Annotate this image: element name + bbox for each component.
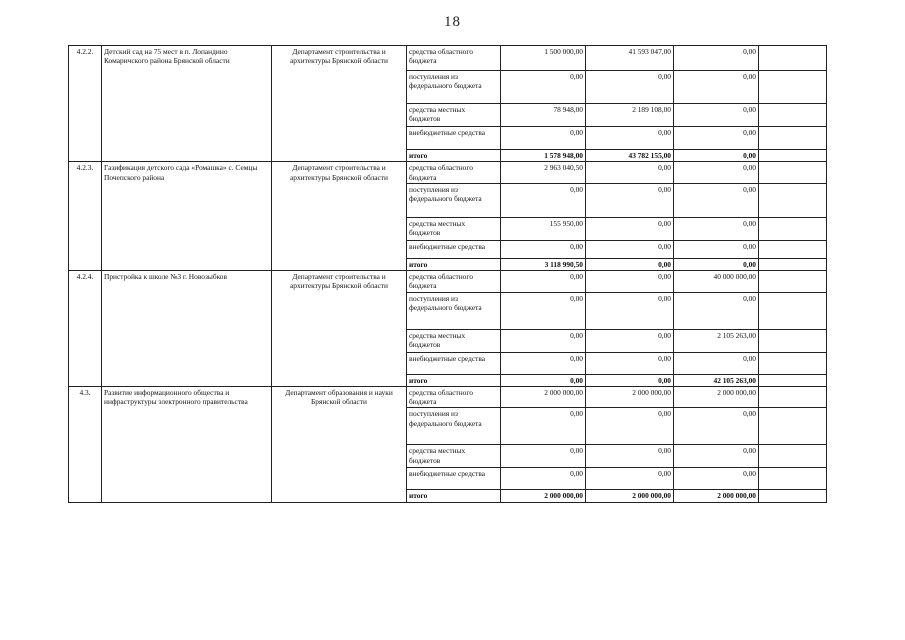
table-row — [69, 46, 827, 71]
amount-cell: 0,00 — [501, 329, 586, 352]
amount-cell: 0,00 — [501, 271, 586, 293]
responsible-department: Департамент строительства и архитектуры Брянской области — [272, 162, 407, 271]
amount-cell: 0,00 — [501, 292, 586, 329]
funding-source: итого — [407, 490, 501, 502]
item-name: Детский сад на 75 мест в п. Лопандино Комаричского района Брянской области — [102, 46, 272, 162]
notes-cell — [759, 46, 827, 71]
item-name: Развитие информационного общества и инфраструктуры электронного правительства — [102, 386, 272, 502]
amount-cell: 0,00 — [674, 46, 759, 71]
amount-cell: 42 105 263,00 — [674, 374, 759, 386]
amount-cell: 0,00 — [674, 408, 759, 445]
amount-cell: 0,00 — [674, 468, 759, 490]
notes-cell — [759, 329, 827, 352]
item-name: Пристройка к школе №3 г. Новозыбков — [102, 271, 272, 387]
amount-cell: 0,00 — [501, 374, 586, 386]
amount-cell: 0,00 — [501, 352, 586, 374]
amount-cell: 0,00 — [586, 271, 674, 293]
amount-cell: 0,00 — [674, 445, 759, 468]
responsible-department: Департамент строительства и архитектуры Брянской области — [272, 46, 407, 162]
funding-source: средства областного бюджета — [407, 271, 501, 293]
amount-cell: 0,00 — [674, 127, 759, 150]
notes-cell — [759, 490, 827, 502]
notes-cell — [759, 374, 827, 386]
notes-cell — [759, 386, 827, 408]
notes-cell — [759, 71, 827, 104]
notes-cell — [759, 104, 827, 127]
amount-cell: 0,00 — [674, 71, 759, 104]
amount-cell: 0,00 — [674, 104, 759, 127]
notes-cell — [759, 240, 827, 258]
table-row — [69, 386, 827, 408]
amount-cell: 0,00 — [501, 127, 586, 150]
amount-cell: 43 782 155,00 — [586, 150, 674, 162]
amount-cell: 2 105 263,00 — [674, 329, 759, 352]
funding-source: итого — [407, 150, 501, 162]
amount-cell: 2 000 000,00 — [674, 386, 759, 408]
funding-source: средства местных бюджетов — [407, 104, 501, 127]
funding-source: поступления из федерального бюджета — [407, 408, 501, 445]
amount-cell: 0,00 — [586, 183, 674, 217]
table-row — [69, 162, 827, 184]
notes-cell — [759, 150, 827, 162]
amount-cell: 0,00 — [674, 292, 759, 329]
amount-cell: 0,00 — [586, 468, 674, 490]
item-index: 4.2.3. — [69, 162, 102, 271]
notes-cell — [759, 271, 827, 293]
amount-cell: 0,00 — [501, 240, 586, 258]
notes-cell — [759, 445, 827, 468]
amount-cell: 0,00 — [674, 352, 759, 374]
notes-cell — [759, 468, 827, 490]
amount-cell: 0,00 — [501, 445, 586, 468]
item-index: 4.2.2. — [69, 46, 102, 162]
amount-cell: 41 593 047,00 — [586, 46, 674, 71]
notes-cell — [759, 408, 827, 445]
responsible-department: Департамент образования и науки Брянской области — [272, 386, 407, 502]
amount-cell: 2 963 040,50 — [501, 162, 586, 184]
funding-source: средства областного бюджета — [407, 46, 501, 71]
funding-source: средства областного бюджета — [407, 162, 501, 184]
amount-cell: 2 000 000,00 — [586, 386, 674, 408]
page-number: 18 — [444, 14, 461, 30]
amount-cell: 2 000 000,00 — [674, 490, 759, 502]
funding-source: средства областного бюджета — [407, 386, 501, 408]
amount-cell: 3 118 990,50 — [501, 258, 586, 270]
amount-cell: 78 948,00 — [501, 104, 586, 127]
amount-cell: 1 578 948,00 — [501, 150, 586, 162]
amount-cell: 0,00 — [501, 71, 586, 104]
amount-cell: 0,00 — [501, 408, 586, 445]
notes-cell — [759, 183, 827, 217]
table-row — [69, 271, 827, 293]
amount-cell: 0,00 — [586, 127, 674, 150]
funding-source: внебюджетные средства — [407, 240, 501, 258]
item-name: Газификация детского сада «Ромашка» с. Семцы Почепского района — [102, 162, 272, 271]
item-index: 4.2.4. — [69, 271, 102, 387]
amount-cell: 2 189 108,00 — [586, 104, 674, 127]
amount-cell: 0,00 — [586, 240, 674, 258]
amount-cell: 2 000 000,00 — [501, 490, 586, 502]
funding-source: поступления из федерального бюджета — [407, 292, 501, 329]
amount-cell: 0,00 — [674, 183, 759, 217]
amount-cell: 0,00 — [586, 374, 674, 386]
item-index: 4.3. — [69, 386, 102, 502]
amount-cell: 0,00 — [586, 408, 674, 445]
amount-cell: 0,00 — [501, 183, 586, 217]
notes-cell — [759, 127, 827, 150]
funding-source: итого — [407, 374, 501, 386]
amount-cell: 2 000 000,00 — [586, 490, 674, 502]
budget-table — [68, 45, 827, 503]
amount-cell: 0,00 — [586, 162, 674, 184]
notes-cell — [759, 217, 827, 240]
notes-cell — [759, 258, 827, 270]
amount-cell: 155 950,00 — [501, 217, 586, 240]
amount-cell: 0,00 — [674, 217, 759, 240]
amount-cell: 0,00 — [674, 162, 759, 184]
amount-cell: 0,00 — [674, 240, 759, 258]
amount-cell: 2 000 000,00 — [501, 386, 586, 408]
funding-source: средства местных бюджетов — [407, 217, 501, 240]
amount-cell: 0,00 — [586, 292, 674, 329]
notes-cell — [759, 162, 827, 184]
funding-source: внебюджетные средства — [407, 352, 501, 374]
funding-source: средства местных бюджетов — [407, 445, 501, 468]
amount-cell: 0,00 — [501, 468, 586, 490]
amount-cell: 0,00 — [586, 71, 674, 104]
notes-cell — [759, 352, 827, 374]
amount-cell: 40 000 000,00 — [674, 271, 759, 293]
funding-source: поступления из федерального бюджета — [407, 183, 501, 217]
amount-cell: 0,00 — [586, 445, 674, 468]
amount-cell: 0,00 — [586, 258, 674, 270]
funding-source: внебюджетные средства — [407, 127, 501, 150]
amount-cell: 0,00 — [586, 329, 674, 352]
notes-cell — [759, 292, 827, 329]
funding-source: внебюджетные средства — [407, 468, 501, 490]
amount-cell: 0,00 — [586, 352, 674, 374]
amount-cell: 1 500 000,00 — [501, 46, 586, 71]
funding-source: итого — [407, 258, 501, 270]
amount-cell: 0,00 — [674, 150, 759, 162]
funding-source: поступления из федерального бюджета — [407, 71, 501, 104]
amount-cell: 0,00 — [674, 258, 759, 270]
amount-cell: 0,00 — [586, 217, 674, 240]
responsible-department: Департамент строительства и архитектуры Брянской области — [272, 271, 407, 387]
funding-source: средства местных бюджетов — [407, 329, 501, 352]
